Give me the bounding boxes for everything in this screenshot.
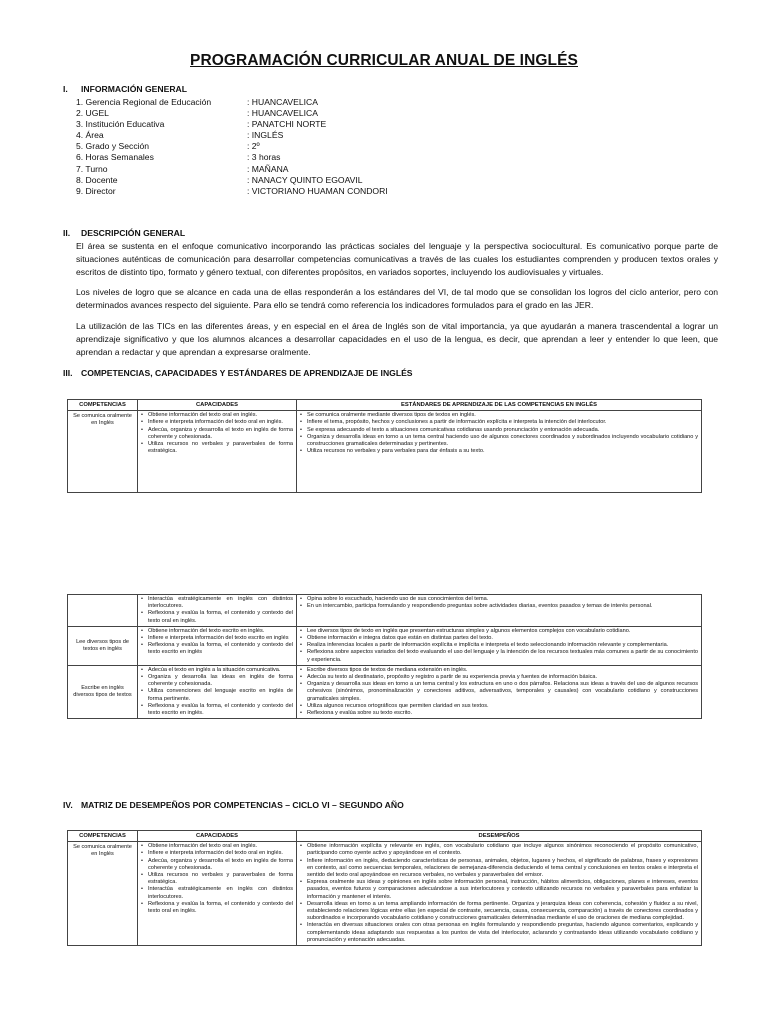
- list-item: • Organiza y desarrolla sus ideas en torno a un tema central y los estructura en uno o dos párrafos. Relaciona sus ideas a través del uso de algunos recursos cohesivos (sinónimos, pronominalización y conectores aditivos, adversativos, temporales y causales) con vocabulario cotidiano y construcciones gramaticales simples.: [300, 681, 698, 703]
- list-item: • Reflexiona sobre aspectos variados del texto evaluando el uso del lenguaje y la intención de los recursos textuales más comunes a partir de su conocimiento y experiencia.: [300, 649, 698, 663]
- table-header: ESTÁNDARES DE APRENDIZAJE DE LAS COMPETENCIAS EN INGLÉS: [297, 400, 702, 411]
- section-4-heading: IV. MATRIZ DE DESEMPEÑOS POR COMPETENCIAS – CICLO VI – SEGUNDO AÑO: [63, 800, 404, 810]
- performance-list: [300, 843, 698, 944]
- list-item: • Obtiene información del texto escrito en inglés.: [141, 628, 293, 635]
- list-item: • Infiere el tema, propósito, hechos y conclusiones a partir de información explícita e interpreta la intención del interlocutor.: [300, 419, 698, 426]
- info-value: : NANACY QUINTO EGOAVIL: [247, 174, 363, 185]
- info-label: 8. Docente: [76, 174, 118, 185]
- list-item: • Adecúa el texto en inglés a la situación comunicativa.: [141, 667, 293, 674]
- description-paragraph-3: La utilización de las TICs en las diferentes áreas, y en especial en el área de Inglés son de vital importancia, ya que ayudarán a manera trascendental a lograr un aprendizaje significativo y que los alumnos alcances a desarrollar capacidades en el uso de la lengua, es decir, que aprendan a leer y entender lo que leen, que aprendan a redactar y que aprendan a expresarse oralmente.: [76, 321, 718, 357]
- list-item: • Reflexiona y evalúa la forma, el contenido y contexto del texto escrito en inglés: [141, 642, 293, 656]
- table-header: COMPETENCIAS: [68, 831, 138, 842]
- list-item: • Reflexiona y evalúa la forma, el contenido y contexto del texto escrito en inglés.: [141, 703, 293, 717]
- competency-cell: [68, 595, 138, 627]
- list-item: • Utiliza recursos no verbales y paraverbales de forma estratégica.: [141, 872, 293, 886]
- standards-table: [67, 399, 702, 493]
- info-label: 4. Área: [76, 130, 104, 141]
- capacities-cell: [138, 842, 297, 946]
- list-item: • Expresa oralmente sus ideas y opiniones en inglés sobre información personal, instrucción, hábitos alimenticios, obligaciones, planes e intereses, eventos pasados, eventos futuros y comparaciones adecuándose a sus interlocutores y contexto utilizando recursos no verbales y paraverbales para enfatizar la información y mantener el interés.: [300, 879, 698, 901]
- list-item: • Utiliza recursos no verbales y paraverbales de forma estratégica.: [141, 441, 293, 455]
- table-header: CAPACIDADES: [138, 831, 297, 842]
- section-2-heading: II. DESCRIPCIÓN GENERAL: [63, 228, 186, 238]
- competency-cell: Escribe en inglés diversos tipos de textos: [68, 665, 138, 718]
- capacities-cell: [138, 411, 297, 493]
- standards-cell: [297, 626, 702, 665]
- table-header: DESEMPEÑOS: [297, 831, 702, 842]
- info-label: 7. Turno: [76, 163, 108, 174]
- list-item: • Reflexiona y evalúa la forma, el contenido y contexto del texto oral en inglés.: [141, 901, 293, 915]
- info-label: 3. Institución Educativa: [76, 119, 165, 130]
- list-item: • Infiere información en inglés, deduciendo características de personas, animales, objetos, lugares y hechos, el significado de palabras, frases y expresiones en contexto, así como secuencias temporales, relaciones de semejanza-diferencia deduciendo el tema central y conclusiones en textos orales e interpreta el sentido del texto oral apoyándose en recursos verbales, no verbales y paraverbales del emisor.: [300, 858, 698, 880]
- list-item: • Infiere e interpreta información del texto oral en inglés.: [141, 419, 293, 426]
- info-value: : VICTORIANO HUAMAN CONDORI: [247, 185, 388, 196]
- list-item: • Organiza y desarrolla las ideas en inglés de forma coherente y cohesionada.: [141, 674, 293, 688]
- list-item: • Adecúa su texto al destinatario, propósito y registro a partir de su experiencia previa y fuentes de información básica.: [300, 674, 698, 681]
- table-row: [68, 842, 702, 946]
- standards-cell: [297, 595, 702, 627]
- list-item: • Interactúa estratégicamente en inglés con distintos interlocutores.: [141, 886, 293, 900]
- info-value: : HUANCAVELICA: [247, 97, 318, 107]
- capacities-cell: [138, 595, 297, 627]
- list-item: • Se comunica oralmente mediante diversos tipos de textos en inglés.: [300, 412, 698, 419]
- list-item: • Interactúa estratégicamente en inglés con distintos interlocutores.: [141, 596, 293, 610]
- standards-cell: [297, 411, 702, 493]
- capacities-cell: [138, 626, 297, 665]
- list-item: • Utiliza algunos recursos ortográficos que permiten claridad en sus textos.: [300, 703, 698, 710]
- standards-table-continued: [67, 594, 702, 719]
- standards-list: [300, 628, 698, 664]
- list-item: • Organiza y desarrolla ideas en torno a un tema central haciendo uso de algunos conectores coordinados y subordinados incluyendo vocabulario cotidiano y construcciones gramaticales determinadas y pertinentes.: [300, 434, 698, 448]
- info-label: 2. UGEL: [76, 108, 109, 119]
- performance-matrix-table: [67, 830, 702, 946]
- info-label: 9. Director: [76, 185, 116, 196]
- list-item: • Reflexiona y evalúa sobre su texto escrito.: [300, 710, 698, 717]
- capacities-list: [141, 628, 293, 657]
- capacities-list: [141, 843, 293, 915]
- list-item: • Utiliza recursos no verbales y para verbales para dar énfasis a su texto.: [300, 448, 698, 455]
- list-item: • Infiere e interpreta información del texto escrito en inglés: [141, 635, 293, 642]
- document-title: PROGRAMACIÓN CURRICULAR ANUAL DE INGLÉS: [190, 52, 578, 69]
- table-header: COMPETENCIAS: [68, 400, 138, 411]
- table-row: [68, 665, 702, 718]
- list-item: • Interactúa en diversas situaciones orales con otras personas en inglés formulando y respondiendo preguntas, haciendo algunos comentarios, explicando y complementando ideas adaptando sus respuestas a los puntos de vista del interlocutor, aclarando y contrastando ideas utilizando vocabulario cotidiano y pronunciación y entonación adecuadas.: [300, 922, 698, 944]
- list-item: • Reflexiona y evalúa la forma, el contenido y contexto del texto oral en inglés.: [141, 610, 293, 624]
- capacities-list: [141, 667, 293, 717]
- list-item: • Desarrolla ideas en torno a un tema ampliando información de forma pertinente. Organiza y jerarquiza ideas con coherencia, cohesión y fluidez a su nivel, estableciendo relaciones lógicas entre ellas (en especial de contraste, secuencia, causa, consecuencia, comparación) a través de conectores coordinados y subordinados e incorporando vocabulario cotidiano y construcciones gramaticales determinadas mediante el uso de oraciones de mediana complejidad.: [300, 901, 698, 923]
- list-item: • Obtiene información del texto oral en inglés.: [141, 412, 293, 419]
- info-value: : 2º: [247, 141, 260, 152]
- list-item: • Obtiene información e integra datos que están en distintas partes del texto.: [300, 635, 698, 642]
- info-value: : PANATCHI NORTE: [247, 119, 327, 130]
- info-value: : 3 horas: [247, 152, 281, 163]
- competency-cell: Lee diversos tipos de textos en inglés: [68, 626, 138, 665]
- list-item: • Obtiene información explícita y relevante en inglés, con vocabulario cotidiano que incluye algunos sinónimos reconociendo el propósito comunicativo, participando como oyente activo y apoyándose en el contexto.: [300, 843, 698, 857]
- table-row: [68, 411, 702, 493]
- capacities-list: [141, 412, 293, 455]
- info-label: 6. Horas Semanales: [76, 152, 154, 163]
- info-value: : MAÑANA: [247, 163, 289, 174]
- standards-cell: [297, 665, 702, 718]
- list-item: • Obtiene información del texto oral en inglés.: [141, 843, 293, 850]
- list-item: • Escribe diversos tipos de textos de mediana extensión en inglés.: [300, 667, 698, 674]
- list-item: • Lee diversos tipos de texto en inglés que presentan estructuras simples y algunos elementos complejos con vocabulario cotidiano.: [300, 628, 698, 635]
- list-item: • Se expresa adecuando el texto a situaciones comunicativas cotidianas usando pronunciación y entonación adecuada.: [300, 427, 698, 434]
- description-paragraph-2: Los niveles de logro que se alcance en cada una de ellas responderán a los estándares del VI, de tal modo que se consolidan los logros del ciclo anterior, pero con determinados avances respecto del siguiente. Para ello se tendrá como referencia los indicadores formulados para el grado en las JER.: [76, 287, 718, 310]
- list-item: • Adecúa, organiza y desarrolla el texto en inglés de forma coherente y cohesionada.: [141, 858, 293, 872]
- info-label: 5. Grado y Sección: [76, 141, 150, 152]
- capacities-list: [141, 596, 293, 625]
- description-paragraph-1: El área se sustenta en el enfoque comunicativo incorporando las prácticas sociales del lenguaje y la perspectiva sociocultural. Es comunicativo porque parte de situaciones auténticas de comunicación para desarrollar competencias comunicativas a través de las cuales los estudiantes comprenden y producen textos orales y escritos de distinto tipo, formato y género textual, con diferentes propósitos, en variados soportes, incluyendo los audiovisuales y virtuales.: [76, 241, 718, 277]
- table-row: [68, 595, 702, 627]
- list-item: • Realiza inferencias locales a partir de información explícita e implícita e interpreta el texto seleccionando información relevante y complementaria.: [300, 642, 698, 649]
- table-header: CAPACIDADES: [138, 400, 297, 411]
- list-item: • Infiere e interpreta información del texto oral en inglés.: [141, 850, 293, 857]
- info-label: 1. Gerencia Regional de Educación: [76, 97, 212, 107]
- capacities-cell: [138, 665, 297, 718]
- standards-list: [300, 412, 698, 455]
- list-item: • Adecúa, organiza y desarrolla el texto en inglés de forma coherente y cohesionada.: [141, 427, 293, 441]
- list-item: • En un intercambio, participa formulando y respondiendo preguntas sobre actividades diarias, eventos pasados y temas de interés personal.: [300, 603, 698, 610]
- standards-list: [300, 596, 698, 610]
- table-row: [68, 626, 702, 665]
- info-value: : HUANCAVELICA: [247, 108, 318, 119]
- competency-cell: Se comunica oralmente en Inglés: [68, 411, 138, 493]
- competency-cell: Se comunica oralmente en Inglés: [68, 842, 138, 946]
- list-item: • Opina sobre lo escuchado, haciendo uso de sus conocimientos del tema.: [300, 596, 698, 603]
- info-value: : INGLÉS: [247, 130, 284, 141]
- section-3-heading: III. COMPETENCIAS, CAPACIDADES Y ESTÁNDARES DE APRENDIZAJE DE INGLÉS: [63, 368, 413, 378]
- section-1-heading: I. INFORMACIÓN GENERAL: [63, 84, 187, 94]
- performance-cell: [297, 842, 702, 946]
- list-item: • Utiliza convenciones del lenguaje escrito en inglés de forma pertinente.: [141, 688, 293, 702]
- standards-list: [300, 667, 698, 717]
